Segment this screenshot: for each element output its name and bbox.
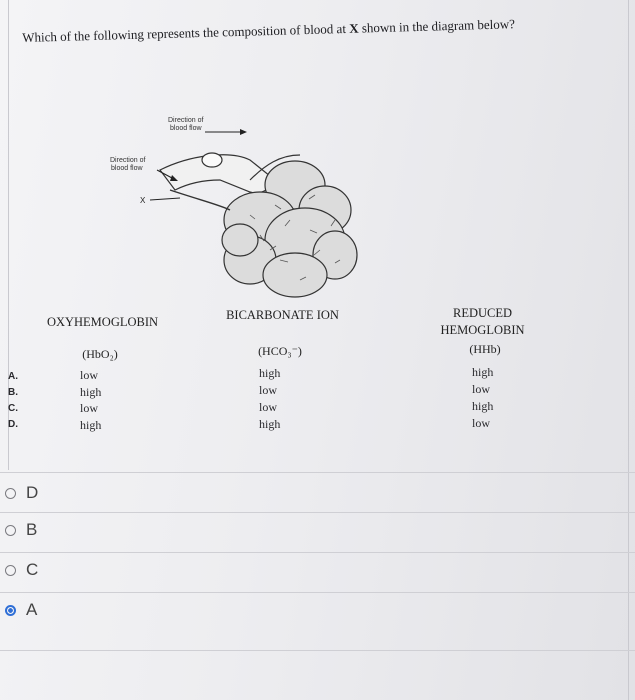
column-abbr-hhb: (HHb) xyxy=(469,342,501,356)
column-heading-reduced-hemoglobin: REDUCED HEMOGLOBIN xyxy=(440,306,525,337)
label-top-line2: blood flow xyxy=(170,125,202,132)
answer-option-c[interactable] xyxy=(0,552,620,588)
question-marker: X xyxy=(348,20,359,36)
table-cell: high xyxy=(259,366,281,380)
flow-arrow-icon xyxy=(205,129,247,135)
column-heading-bicarbonate: BICARBONATE ION xyxy=(226,308,339,322)
radio-button[interactable] xyxy=(5,525,16,536)
panel-right-border xyxy=(628,0,629,700)
table-cell: low xyxy=(472,382,490,396)
option-divider xyxy=(0,472,635,473)
answer-option-a[interactable] xyxy=(0,592,620,628)
label-top-line1: Direction of xyxy=(168,117,204,124)
label-left-line1: Direction of xyxy=(110,157,146,164)
table-cell: high xyxy=(472,365,494,379)
option-label: A xyxy=(26,600,38,619)
table-cell: low xyxy=(80,401,98,415)
label-x: X xyxy=(140,196,146,205)
column-abbr-hbo2: (HbO₂) xyxy=(82,347,118,361)
row-letter-d: D. xyxy=(8,419,18,430)
row-letter-a: A. xyxy=(8,371,18,382)
answer-option-b[interactable] xyxy=(0,512,620,548)
question-prefix: Which of the following represents the composition of blood at xyxy=(22,20,350,45)
table-cell: high xyxy=(80,385,102,399)
option-label: C xyxy=(26,560,39,579)
label-left-line2: blood flow xyxy=(111,165,143,172)
table-cell: low xyxy=(259,400,277,414)
radio-button[interactable] xyxy=(5,488,16,499)
alveolus-diagram xyxy=(100,110,380,310)
option-label: D xyxy=(26,483,39,502)
question-suffix: shown in the diagram below? xyxy=(358,16,516,36)
table-cell: high xyxy=(80,418,102,432)
option-label: B xyxy=(26,520,38,539)
table-cell: high xyxy=(472,399,494,413)
option-divider xyxy=(0,650,635,651)
table-cell: low xyxy=(472,416,490,430)
table-cell: low xyxy=(259,383,277,397)
column-heading-oxyhemoglobin: OXYHEMOGLOBIN xyxy=(46,315,159,329)
column-abbr-hco3: (HCO₃⁻) xyxy=(258,344,302,358)
radio-button[interactable] xyxy=(5,565,16,576)
table-cell: high xyxy=(259,417,281,431)
row-letter-c: C. xyxy=(8,403,18,414)
row-letter-b: B. xyxy=(8,387,18,398)
answer-option-d[interactable] xyxy=(0,475,620,511)
radio-button-selected[interactable] xyxy=(5,605,16,616)
table-cell: low xyxy=(80,368,98,382)
